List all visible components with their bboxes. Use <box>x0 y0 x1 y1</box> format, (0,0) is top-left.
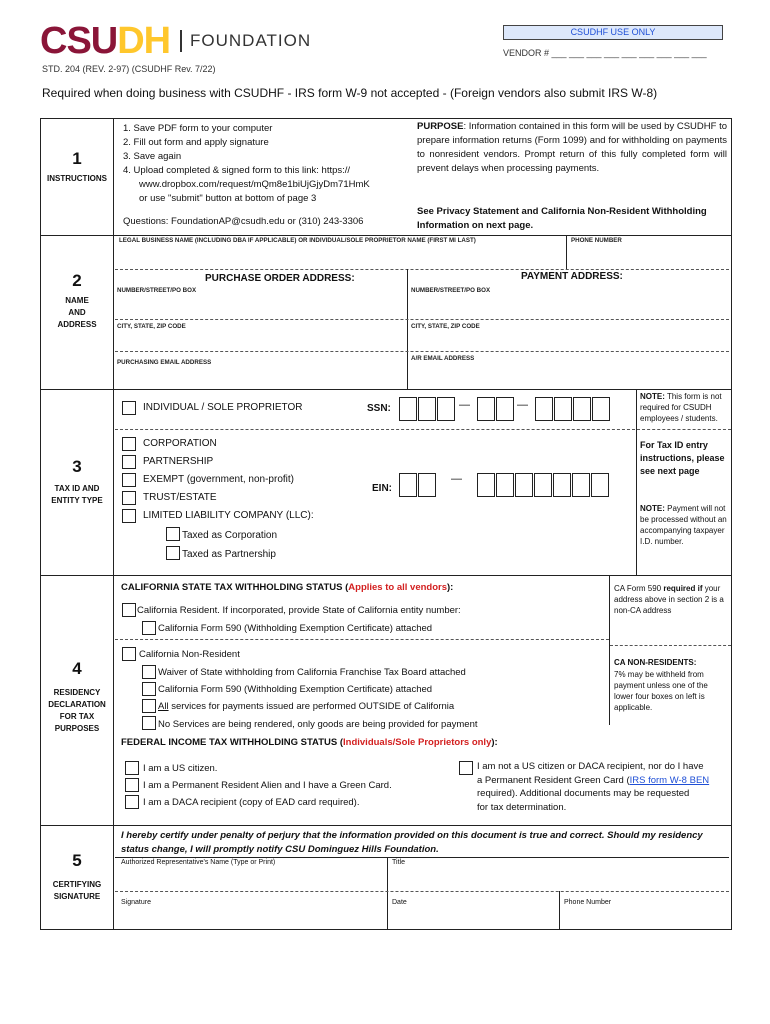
purpose-body: : Information contained in this form will be used by CSUDHF to prepare information returns (Form 1099) and for withholding on payments to nonresident vendors. Prompt return of this fully completed form will prevent delays when processing payments. <box>417 121 727 174</box>
privacy-note: See Privacy Statement and California Non-Resident Withholding Information on next page. <box>417 206 707 231</box>
nr-590-checkbox[interactable] <box>142 682 156 696</box>
ein-digit[interactable] <box>515 473 533 497</box>
daca-checkbox[interactable] <box>125 795 139 809</box>
purpose-title: PURPOSE <box>417 121 464 132</box>
logo-csu-text: CSU <box>40 20 118 62</box>
ssn-separator: — <box>517 399 528 411</box>
label-tax-id: TAX ID AND <box>54 484 100 493</box>
ssn-digit[interactable] <box>399 397 417 421</box>
ca-590-checkbox[interactable] <box>142 621 156 635</box>
title-label: Title <box>392 859 405 866</box>
label-certifying: CERTIFYING <box>52 880 102 889</box>
vendor-number-field[interactable]: VENDOR # ___ ___ ___ ___ ___ ___ ___ ___ ___ <box>503 48 707 58</box>
ssn-digit[interactable] <box>496 397 514 421</box>
ssn-label: SSN: <box>367 403 391 414</box>
payment-note-title: NOTE: <box>640 504 665 513</box>
rep-name-label: Authorized Representative's Name (Type or Print) <box>121 859 276 866</box>
w8-ben-link[interactable]: IRS form W-8 BEN <box>629 774 710 786</box>
side1-b: required if <box>663 584 703 593</box>
po-email-label: PURCHASING EMAIL ADDRESS <box>117 359 212 366</box>
use-only-banner: CSUDHF USE ONLY <box>503 25 723 40</box>
fed-title-end: ): <box>491 737 498 748</box>
payment-address-title: PAYMENT ADDRESS: <box>521 271 623 282</box>
section-3-number: 3 <box>72 457 82 476</box>
side-divider <box>610 645 731 646</box>
ssn-digit[interactable] <box>554 397 572 421</box>
green-card-label: I am a Permanent Resident Alien and I have a Green Card. <box>143 780 392 791</box>
non-us-line2 <box>477 774 731 788</box>
section-1-number: 1 <box>72 149 82 168</box>
llc-checkbox[interactable] <box>122 509 136 523</box>
date-label: Date <box>392 899 407 906</box>
ca-resident-label: California Resident. If incorporated, provide State of California entity number: <box>137 605 461 616</box>
label-declaration: DECLARATION <box>48 700 106 709</box>
step-1: 1. Save PDF form to your computer <box>123 123 273 134</box>
side1-a: CA Form 590 <box>614 584 664 593</box>
ca-nonres-text: 7% may be withheld from payment unless one of the lower four boxes on left is applicable. <box>614 670 708 712</box>
ein-digit[interactable] <box>553 473 571 497</box>
ssn-digit[interactable] <box>592 397 610 421</box>
section-2-label <box>41 295 113 331</box>
section-3-label <box>41 483 113 507</box>
ein-digit[interactable] <box>399 473 417 497</box>
ein-digit[interactable] <box>572 473 590 497</box>
phone-divider <box>566 235 567 269</box>
employee-note <box>640 391 730 424</box>
outside-ca-checkbox[interactable] <box>142 699 156 713</box>
note-divider <box>637 429 731 430</box>
label-address: ADDRESS <box>57 320 97 329</box>
non-us-line1: I am not a US citizen or DACA recipient, nor do I have <box>477 761 704 772</box>
legal-name-label: LEGAL BUSINESS NAME (INCLUDING DBA IF APPLICABLE) OR INDIVIDUAL/SOLE PROPRIETOR NAME (FIRST MI LAST) <box>119 237 476 244</box>
waiver-label: Waiver of State withholding from California Franchise Tax Board attached <box>158 667 466 678</box>
section-1-label: INSTRUCTIONS <box>47 174 107 183</box>
ca-resident-checkbox[interactable] <box>122 603 136 617</box>
daca-label: I am a DACA recipient (copy of EAD card required). <box>143 797 360 808</box>
street-line[interactable] <box>115 319 729 320</box>
logo-divider <box>180 30 182 52</box>
title-divider <box>387 858 388 929</box>
po-address-title: PURCHASE ORDER ADDRESS: <box>205 273 355 284</box>
ssn-digit[interactable] <box>418 397 436 421</box>
note-column-divider <box>636 389 637 575</box>
ca-title-text: CALIFORNIA STATE TAX WITHHOLDING STATUS ( <box>121 582 349 593</box>
section-name-address <box>41 235 731 390</box>
llc-partnership-checkbox[interactable] <box>166 546 180 560</box>
ein-digit[interactable] <box>591 473 609 497</box>
partnership-checkbox[interactable] <box>122 455 136 469</box>
employee-note-text: This form is not required for CSUDH employees / students. <box>640 392 722 423</box>
non-us-line2-text: a Permanent Resident Green Card ( <box>477 774 630 786</box>
step-4: 4. Upload completed & signed form to this link: https:// <box>123 165 351 176</box>
non-us-label <box>477 760 731 814</box>
po-street-label: NUMBER/STREET/PO BOX <box>117 287 197 294</box>
ca-nonresident-checkbox[interactable] <box>122 647 136 661</box>
step-2: 2. Fill out form and apply signature <box>123 137 269 148</box>
individual-label: INDIVIDUAL / SOLE PROPRIETOR <box>143 402 303 413</box>
partnership-label: PARTNERSHIP <box>143 456 214 467</box>
ca-nonresident-label: California Non-Resident <box>139 649 240 660</box>
form-body <box>40 118 732 930</box>
section-5-number: 5 <box>72 851 82 870</box>
logo-foundation-text: FOUNDATION <box>190 31 312 50</box>
ca-divider <box>115 639 609 640</box>
pay-city-label: CITY, STATE, ZIP CODE <box>411 323 480 330</box>
goods-only-label: No Services are being rendered, only goods are being provided for payment <box>158 719 478 730</box>
signature-label: Signature <box>121 899 151 906</box>
individual-checkbox[interactable] <box>122 401 136 415</box>
label-purposes: PURPOSES <box>54 724 100 733</box>
section-5-label <box>41 879 113 903</box>
ca-590-label: California Form 590 (Withholding Exemption Certificate) attached <box>158 623 433 634</box>
logo-dh-text: DH <box>117 20 171 62</box>
questions-contact[interactable]: Questions: FoundationAP@csudh.edu or (310) 243-3306 <box>123 216 364 227</box>
address-divider <box>407 269 408 389</box>
fed-title-text: FEDERAL INCOME TAX WITHHOLDING STATUS ( <box>121 737 344 748</box>
us-citizen-checkbox[interactable] <box>125 761 139 775</box>
po-city-label: CITY, STATE, ZIP CODE <box>117 323 186 330</box>
ar-email-label: A/R EMAIL ADDRESS <box>411 355 475 362</box>
ssn-row-divider <box>115 429 635 430</box>
exempt-label: EXEMPT (government, non-profit) <box>143 474 294 485</box>
ssn-digit[interactable] <box>573 397 591 421</box>
ein-separator: — <box>451 473 462 485</box>
label-name: NAME <box>65 296 89 305</box>
ca-status-title <box>121 582 453 593</box>
phone-sign-divider <box>559 891 560 929</box>
ca-nonres-title: CA NON-RESIDENTS: <box>614 658 697 667</box>
llc-partnership-label: Taxed as Partnership <box>182 549 276 560</box>
ca-title-end: ): <box>447 582 454 593</box>
employee-note-title: NOTE: <box>640 392 665 401</box>
certify-divider <box>115 857 729 858</box>
corporation-label: CORPORATION <box>143 438 217 449</box>
label-entity-type: ENTITY TYPE <box>51 496 103 505</box>
instruction-steps <box>123 122 403 206</box>
outside-ca-label <box>158 701 454 712</box>
non-us-checkbox[interactable] <box>459 761 473 775</box>
green-card-checkbox[interactable] <box>125 778 139 792</box>
step-3: 3. Save again <box>123 151 182 162</box>
section-4-number: 4 <box>72 659 82 678</box>
label-signature: SIGNATURE <box>53 892 101 901</box>
ssn-digit[interactable] <box>477 397 495 421</box>
section-4-label <box>41 687 113 735</box>
ssn-digit[interactable] <box>535 397 553 421</box>
trust-checkbox[interactable] <box>122 491 136 505</box>
ssn-digit[interactable] <box>437 397 455 421</box>
us-citizen-label: I am a US citizen. <box>143 763 218 774</box>
step-4-note: or use "submit" button at bottom of page 3 <box>139 193 317 204</box>
ca-title-red: Applies to all vendors <box>348 582 447 593</box>
ein-digit[interactable] <box>418 473 436 497</box>
outside-ca-text: services for payments issued are performed OUTSIDE of California <box>171 701 455 712</box>
ca-side-divider <box>609 575 610 725</box>
llc-label: LIMITED LIABILITY COMPANY (LLC): <box>143 510 314 521</box>
legal-name-line[interactable] <box>115 269 729 270</box>
section-signature <box>41 825 731 929</box>
llc-corp-label: Taxed as Corporation <box>182 530 278 541</box>
goods-only-checkbox[interactable] <box>142 716 156 730</box>
payment-note <box>640 503 730 547</box>
section-residency <box>41 575 731 826</box>
label-residency: RESIDENCY <box>53 688 101 697</box>
purpose-text <box>417 120 727 176</box>
label-for-tax: FOR TAX <box>59 712 95 721</box>
phone-label: PHONE NUMBER <box>571 237 622 244</box>
non-us-line4: for tax determination. <box>477 801 567 813</box>
form-revision: STD. 204 (REV. 2-97) (CSUDHF Rev. 7/22) <box>42 64 216 74</box>
ssn-separator: — <box>459 399 470 411</box>
ein-digit[interactable] <box>534 473 552 497</box>
llc-corp-checkbox[interactable] <box>166 527 180 541</box>
corporation-checkbox[interactable] <box>122 437 136 451</box>
tax-id-instructions-note: For Tax ID entry instructions, please see next page <box>640 440 725 476</box>
nr-590-label: California Form 590 (Withholding Exemption Certificate) attached <box>158 684 433 695</box>
ein-digit[interactable] <box>496 473 514 497</box>
label-and: AND <box>68 308 86 317</box>
section-instructions <box>41 119 731 236</box>
waiver-checkbox[interactable] <box>142 665 156 679</box>
csudh-logo <box>40 22 170 60</box>
step-4-link[interactable]: www.dropbox.com/request/mQm8e1biUjGjyDm71HmK <box>139 179 370 190</box>
ein-digit[interactable] <box>477 473 495 497</box>
section-tax-id <box>41 389 731 576</box>
section-2-number: 2 <box>72 271 82 290</box>
side1-c: your address above in section 2 is a non-CA address <box>614 584 724 615</box>
all-underlined: All <box>158 701 169 712</box>
non-us-line3: required). Additional documents may be requested <box>477 788 690 799</box>
payment-note-text: Payment will not be processed without an accompanying taxpayer I.D. number. <box>640 504 727 546</box>
sign-phone-label: Phone Number <box>564 899 612 906</box>
fed-title-red: Individuals/Sole Proprietors only <box>343 737 492 748</box>
requirement-notice: Required when doing business with CSUDHF - IRS form W-9 not accepted - (Foreign vendors also submit IRS W-8) <box>42 86 658 100</box>
pay-street-label: NUMBER/STREET/PO BOX <box>411 287 491 294</box>
ca-590-side-note <box>614 583 728 616</box>
fed-status-title <box>121 737 498 748</box>
exempt-checkbox[interactable] <box>122 473 136 487</box>
certification-statement: I hereby certify under penalty of perjury that the information provided on this document is true and correct. Should my residency status change, I will promptly notify CSU Dominguez Hills Foundation. <box>121 830 703 855</box>
ein-label: EIN: <box>372 483 392 494</box>
trust-label: TRUST/ESTATE <box>143 492 217 503</box>
city-line[interactable] <box>115 351 729 352</box>
rep-name-line[interactable] <box>115 891 729 892</box>
